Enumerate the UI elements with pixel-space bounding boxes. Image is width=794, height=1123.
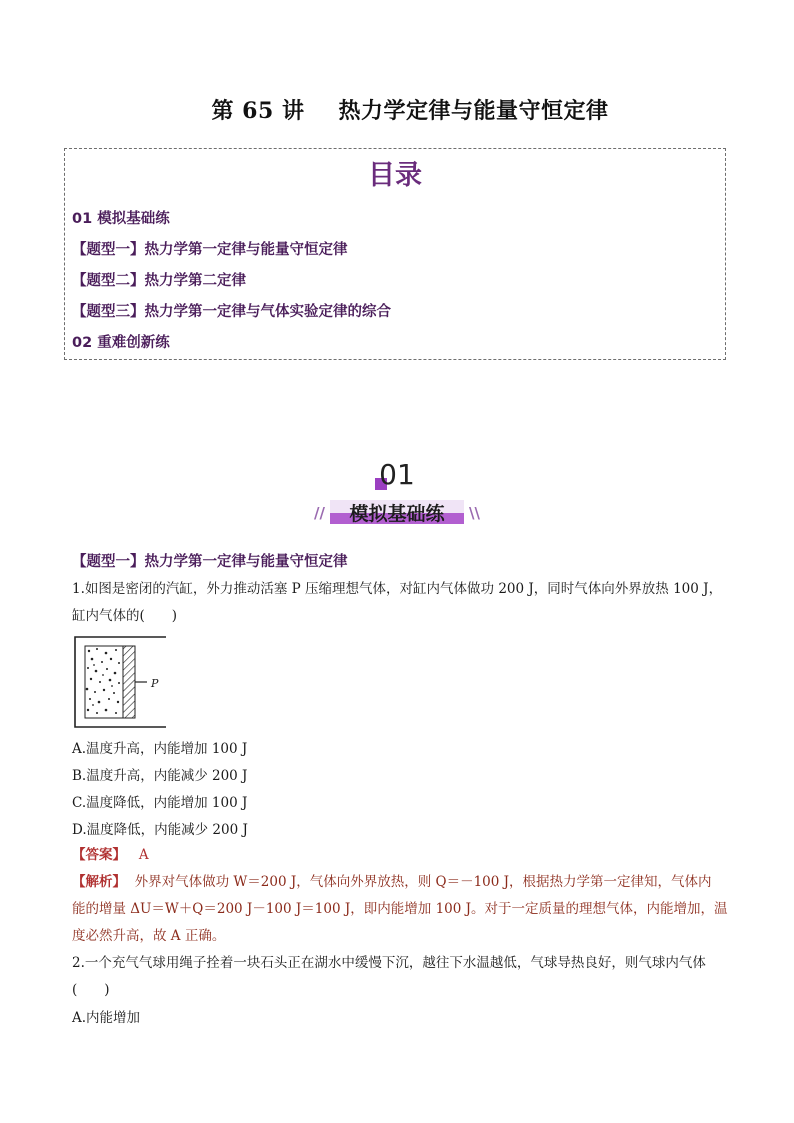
- toc-item-topic-1[interactable]: 【题型一】热力学第一定律与能量守恒定律: [72, 242, 348, 258]
- topic-heading: 【题型一】热力学第一定律与能量守恒定律: [72, 554, 348, 570]
- answer-value: A: [138, 847, 149, 863]
- banner-right-slash: \\: [469, 504, 480, 522]
- question-2-line-1: 2.一个充气气球用绳子拴着一块石头正在湖水中缓慢下沉，越往下水温越低，气球导热良好，则气球内气体: [72, 955, 706, 971]
- option-c: C.温度降低，内能增加 100 J: [72, 795, 248, 811]
- option-b: B.温度升高，内能减少 200 J: [72, 768, 248, 784]
- option-d: D.温度降低，内能减少 200 J: [72, 822, 248, 838]
- toc-item-topic-3[interactable]: 【题型三】热力学第一定律与气体实验定律的综合: [72, 304, 391, 320]
- page-title: [0, 94, 794, 125]
- analysis-line-3: 度必然升高，故 A 正确。: [72, 928, 226, 944]
- question-1-line-2: 缸内气体的( ): [72, 608, 178, 624]
- banner-left-slash: //: [314, 504, 325, 522]
- toc-title: 目录: [368, 160, 422, 191]
- piston-label: P: [151, 677, 159, 690]
- lecture-title: 热力学定律与能量守恒定律: [338, 98, 609, 124]
- toc-item-section-02[interactable]: 02 重难创新练: [72, 335, 170, 351]
- lecture-number: 第 65 讲: [211, 98, 305, 124]
- analysis-line-1: 【解析】 外界对气体做功 W＝200 J，气体向外界放热，则 Q＝－100 J，根据热力学第一定律知，气体内: [72, 874, 712, 890]
- question-2-option-a: A.内能增加: [72, 1010, 141, 1026]
- section-number: 01: [379, 458, 415, 491]
- analysis-label: 【解析】: [72, 874, 126, 890]
- analysis-line-2: 能的增量 ΔU＝W＋Q＝200 J－100 J＝100 J，即内能增加 100 J。对于一定质量的理想气体，内能增加，温: [72, 901, 728, 917]
- section-name: 模拟基础练: [349, 503, 445, 525]
- question-1-line-1: 1.如图是密闭的汽缸，外力推动活塞 P 压缩理想气体，对缸内气体做功 200 J，同时气体向外界放热 100 J，: [72, 581, 723, 597]
- toc-item-section-01[interactable]: 01 模拟基础练: [72, 211, 170, 227]
- section-banner: [312, 496, 482, 528]
- answer-line: [72, 843, 732, 868]
- option-a: A.温度升高，内能增加 100 J: [72, 741, 248, 757]
- question-2-line-2: ( ): [72, 982, 110, 998]
- toc-item-topic-2[interactable]: 【题型二】热力学第二定律: [72, 273, 246, 289]
- table-of-contents: [64, 148, 726, 360]
- cylinder-figure: [73, 635, 169, 729]
- answer-label: 【答案】: [72, 847, 126, 863]
